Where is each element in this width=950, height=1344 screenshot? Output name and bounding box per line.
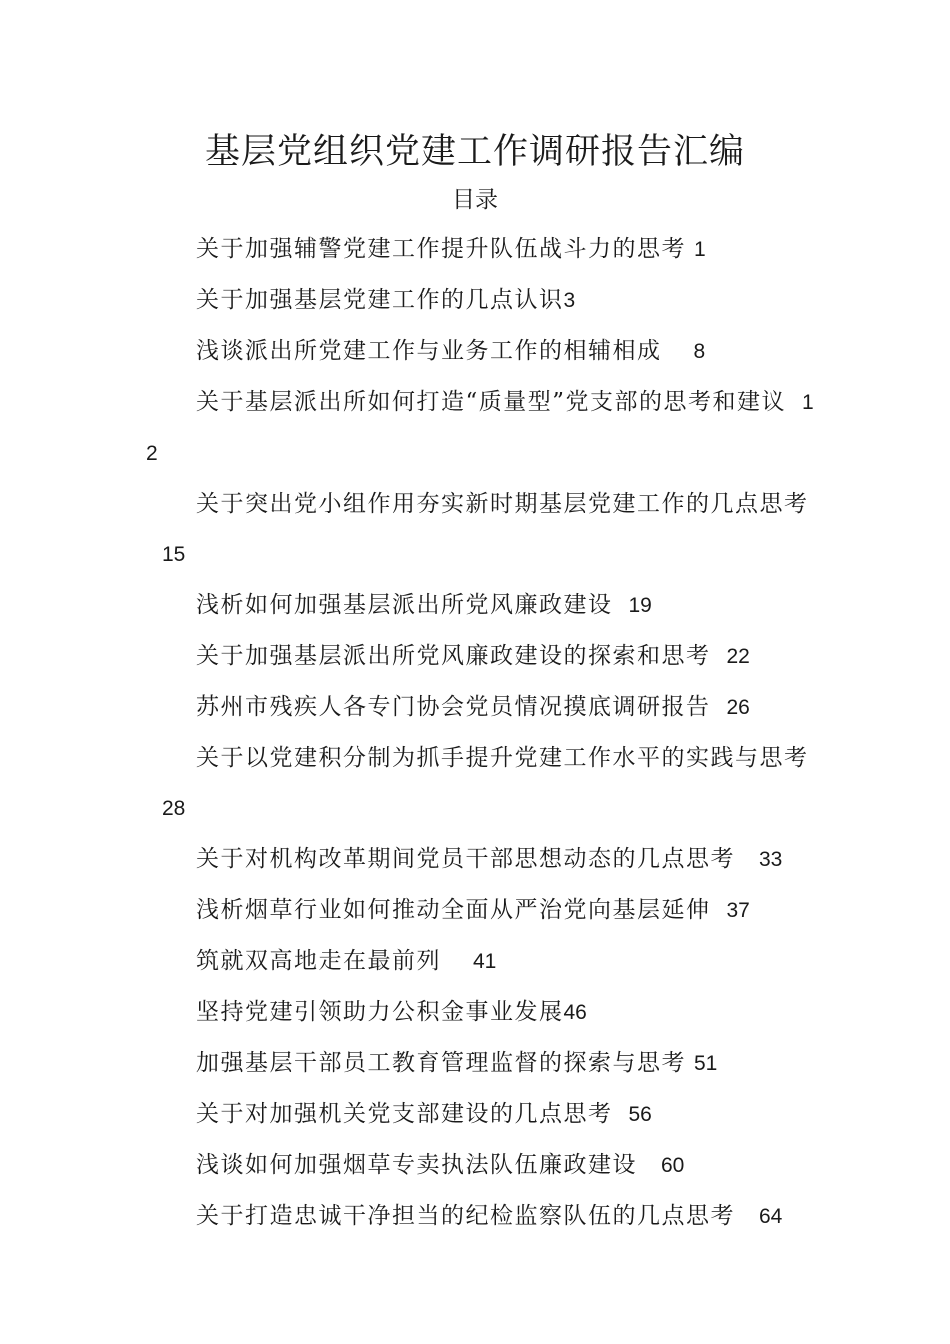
toc-entry-title: 关于基层派出所如何打造“质量型”党支部的思考和建议 [196,389,787,415]
toc-entry[interactable] [146,936,816,987]
toc-entry[interactable] [146,580,816,631]
toc-entry[interactable] [146,326,816,377]
toc-entry-page: 56 [628,1103,652,1126]
toc-entry-title: 关于以党建积分制为抓手提升党建工作水平的实践与思考 [196,745,809,771]
toc-entry-title: 关于突出党小组作用夯实新时期基层党建工作的几点思考 [196,491,809,517]
toc-entry-title: 关于加强辅警党建工作提升队伍战斗力的思考 [196,236,686,262]
toc-entry-page: 37 [726,899,750,922]
toc-entry-title: 关于加强基层党建工作的几点认识 [196,287,564,313]
toc-entry-page: 33 [759,848,783,871]
toc-entry-title: 关于对加强机关党支部建设的几点思考 [196,1101,613,1127]
toc-entry[interactable] [146,377,816,479]
toc-entry[interactable] [146,834,816,885]
toc-entry-page: 22 [726,645,750,668]
toc-entry-page: 15 [162,543,186,566]
toc-entry-page: 19 [628,594,652,617]
toc-entry-title: 关于打造忠诚干净担当的纪检监察队伍的几点思考 [196,1203,735,1229]
toc-entry-title: 筑就双高地走在最前列 [196,948,441,974]
table-of-contents [146,224,816,1242]
toc-entry[interactable] [146,885,816,936]
toc-entry[interactable] [146,733,816,834]
toc-entry-page: 12 [146,391,814,465]
toc-entry[interactable] [146,1140,816,1191]
toc-entry-page: 64 [759,1205,783,1228]
toc-entry-title: 浅谈派出所党建工作与业务工作的相辅相成 [196,338,662,364]
toc-entry[interactable] [146,275,816,326]
toc-entry-page: 8 [693,340,706,363]
toc-entry-title: 浅析如何加强基层派出所党风廉政建设 [196,592,613,618]
toc-entry-title: 坚持党建引领助力公积金事业发展 [196,999,564,1025]
toc-heading: 目录 [452,187,498,213]
toc-entry[interactable] [146,631,816,682]
toc-entry-page: 3 [563,289,576,312]
toc-entry-page: 60 [661,1154,685,1177]
toc-entry-page: 41 [473,950,497,973]
toc-entry[interactable] [146,987,816,1038]
toc-entry[interactable] [146,682,816,733]
toc-entry-page: 51 [694,1052,718,1075]
toc-entry[interactable] [146,1038,816,1089]
toc-entry[interactable] [146,224,816,275]
toc-entry[interactable] [146,479,816,580]
toc-entry-title: 加强基层干部员工教育管理监督的探索与思考 [196,1050,686,1076]
toc-entry-page: 1 [694,238,706,261]
document-title: 基层党组织党建工作调研报告汇编 [204,132,745,172]
toc-entry-title: 浅谈如何加强烟草专卖执法队伍廉政建设 [196,1152,637,1178]
toc-entry-title: 关于加强基层派出所党风廉政建设的探索和思考 [196,643,711,669]
toc-entry-page: 26 [726,696,750,719]
toc-entry[interactable] [146,1191,816,1242]
toc-entry-title: 浅析烟草行业如何推动全面从严治党向基层延伸 [196,897,711,923]
toc-entry-title: 关于对机构改革期间党员干部思想动态的几点思考 [196,846,735,872]
toc-entry-page: 46 [563,1001,587,1024]
toc-entry-title: 苏州市残疾人各专门协会党员情况摸底调研报告 [196,694,711,720]
toc-entry[interactable] [146,1089,816,1140]
toc-entry-page: 28 [162,797,186,820]
